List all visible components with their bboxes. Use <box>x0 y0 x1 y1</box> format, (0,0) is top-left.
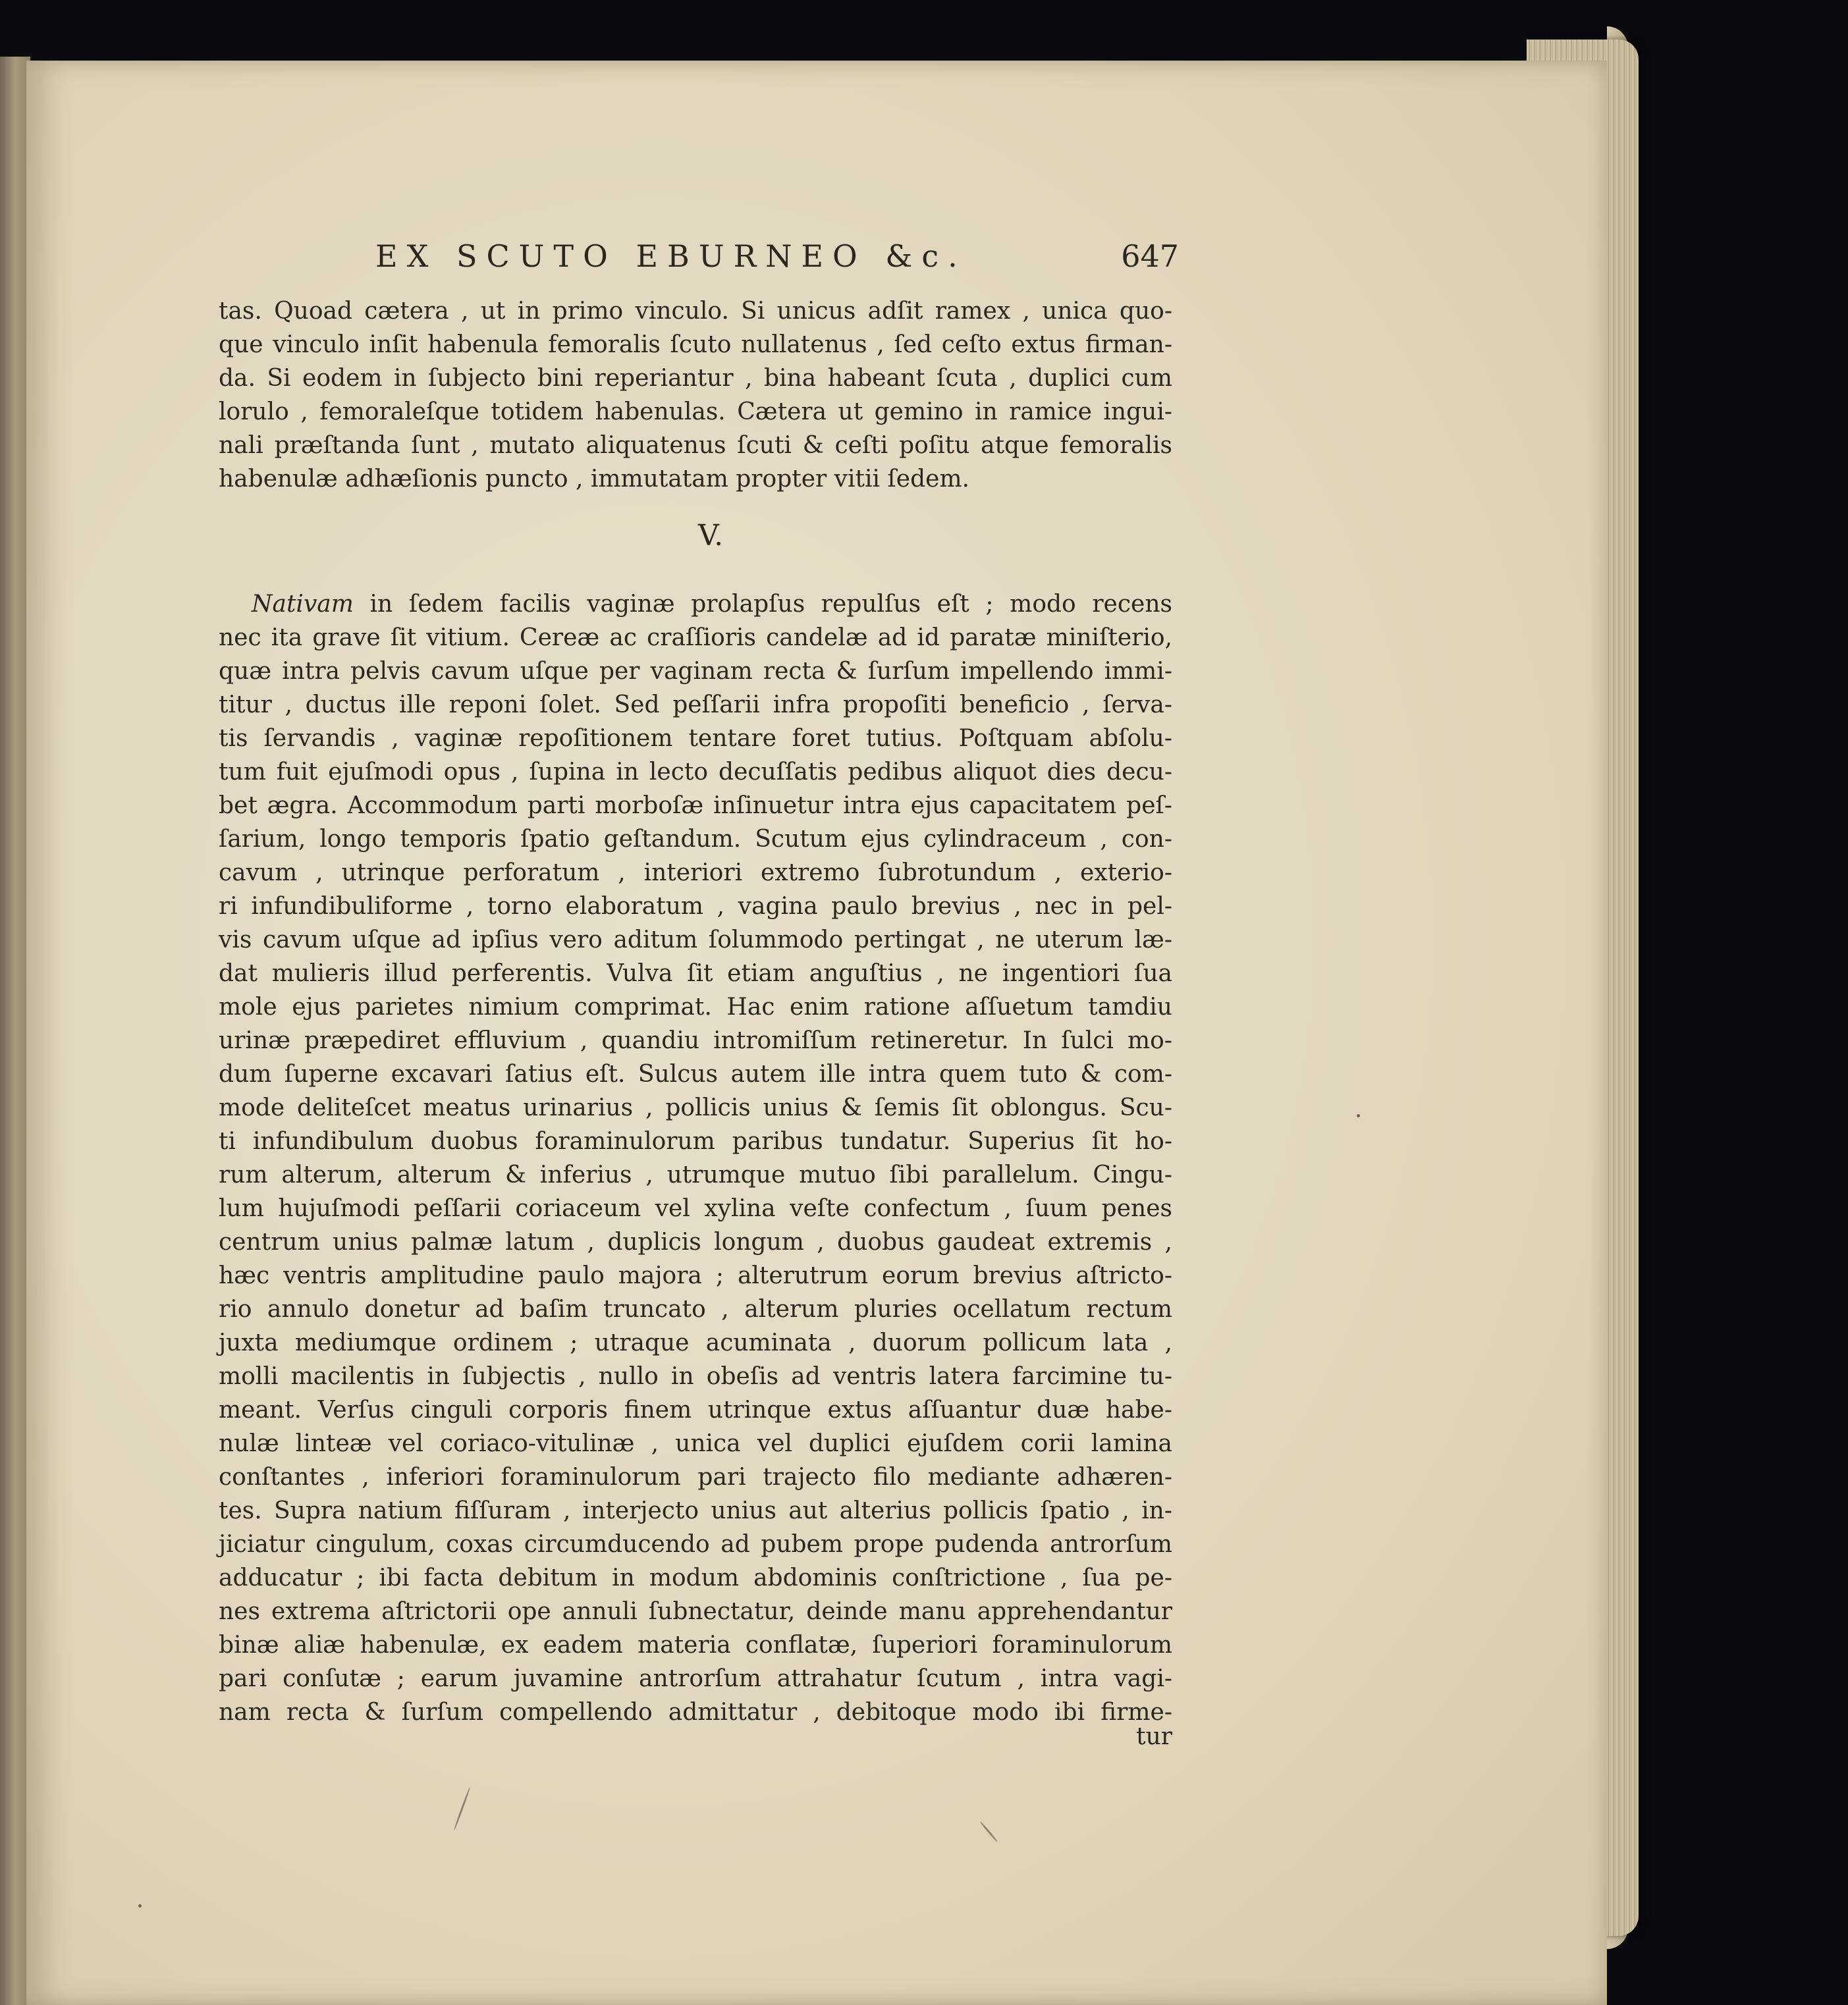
paragraph-2 <box>219 587 1172 1729</box>
text-line: ri infundibuliforme , torno elaboratum , vagina paulo brevius , nec in pel- <box>219 893 1172 920</box>
text-line: mole ejus parietes nimium comprimat. Hac enim ratione aſſuetum tamdiu <box>219 994 1172 1021</box>
text-line: ſarium, longo temporis ſpatio geſtandum. Scutum ejus cylindraceum , con- <box>219 826 1172 853</box>
text-line: nes extrema aſtrictorii ope annuli ſubnectatur, deinde manu apprehendantur <box>219 1598 1172 1625</box>
paper-speck <box>979 1821 998 1843</box>
text-line: rio annulo donetur ad baſim truncato , alterum pluries ocellatum rectum <box>219 1296 1172 1323</box>
text-line: vis cavum uſque ad ipſius vero aditum ſolummodo pertingat , ne uterum læ- <box>219 926 1172 953</box>
text-line: jiciatur cingulum, coxas circumducendo ad pubem prope pudenda antrorſum <box>219 1531 1172 1558</box>
text-line: habenulæ adhæſionis puncto , immutatam propter vitii ſedem. <box>219 466 970 493</box>
text-line: da. Si eodem in ſubjecto bini reperiantur , bina habeant ſcuta , duplici cum <box>219 365 1172 392</box>
text-line: rum alterum, alterum & inferius , utrumque mutuo ſibi parallelum. Cingu- <box>219 1162 1172 1189</box>
text-line: dum ſuperne excavari ſatius eſt. Sulcus autem ille intra quem tuto & com- <box>219 1061 1172 1088</box>
page-number: 647 <box>1121 238 1179 274</box>
text-line: conſtantes , inferiori foraminulorum pari trajecto filo mediante adhæren- <box>219 1464 1172 1491</box>
text-line: quæ intra pelvis cavum uſque per vaginam recta & ſurſum impellendo immi- <box>219 658 1172 685</box>
paper-speck <box>1357 1114 1360 1117</box>
text-line: titur , ductus ille reponi ſolet. Sed peſſarii infra propoſiti beneficio , ſerva- <box>219 691 1172 718</box>
text-line: lum hujuſmodi peſſarii coriaceum vel xylina veſte confectum , ſuum penes <box>219 1195 1172 1222</box>
text-line: meant. Verſus cinguli corporis finem utrinque extus aſſuantur duæ habe- <box>219 1397 1172 1424</box>
paragraph-1 <box>219 294 1172 496</box>
text-line: bet ægra. Accommodum parti morboſæ inſinuetur intra ejus capacitatem peſ- <box>219 792 1172 819</box>
text-line: hæc ventris amplitudine paulo majora ; alterutrum eorum brevius aſtricto- <box>219 1262 1172 1289</box>
text-line: adducatur ; ibi facta debitum in modum abdominis conſtrictione , ſua pe- <box>219 1564 1172 1591</box>
text-line: tas. Quoad cætera , ut in primo vinculo. Si unicus adſit ramex , unica quo- <box>219 298 1172 325</box>
text-line: nali præſtanda ſunt , mutato aliquatenus ſcuti & ceſti poſitu atque femoralis <box>219 432 1172 459</box>
running-head-title: EX SCUTO EBURNEO &c. <box>375 238 967 274</box>
text-line: ti infundibulum duobus foraminulorum paribus tundatur. Superius ſit ho- <box>219 1128 1172 1155</box>
text-line: molli macilentis in ſubjectis , nullo in obeſis ad ventris latera farcimine tu- <box>219 1363 1172 1390</box>
text-line: nec ita grave ſit vitium. Cereæ ac craſſioris candelæ ad id paratæ miniſterio, <box>219 624 1172 651</box>
text-line: cavum , utrinque perforatum , interiori extremo ſubrotundum , exterio- <box>219 859 1172 886</box>
paper-speck <box>453 1787 471 1831</box>
first-line-rest: in ſedem facilis vaginæ prolapſus repulſus eſt ; modo recens <box>369 591 1172 618</box>
paper-speck <box>138 1904 142 1908</box>
running-head <box>375 238 1179 284</box>
catchword: tur <box>1136 1723 1172 1750</box>
text-line: tis ſervandis , vaginæ repoſitionem tentare foret tutius. Poſtquam abſolu- <box>219 725 1172 752</box>
text-line: nulæ linteæ vel coriaco-vitulinæ , unica vel duplici ejuſdem corii lamina <box>219 1430 1172 1457</box>
text-line: urinæ præpediret effluvium , quandiu intromiſſum retineretur. In ſulci mo- <box>219 1027 1172 1054</box>
text-line: mode deliteſcet meatus urinarius , pollicis unius & ſemis ſit oblongus. Scu- <box>219 1094 1172 1121</box>
text-line: lorulo , femoraleſque totidem habenulas. Cætera ut gemino in ramice ingui- <box>219 398 1172 425</box>
book-page <box>26 61 1607 2005</box>
text-line: pari conſutæ ; earum juvamine antrorſum attrahatur ſcutum , intra vagi- <box>219 1665 1172 1692</box>
text-line: binæ aliæ habenulæ, ex eadem materia conflatæ, ſuperiori foraminulorum <box>219 1632 1172 1659</box>
text-line: dat mulieris illud perferentis. Vulva ſit etiam anguſtius , ne ingentiori ſua <box>219 960 1172 987</box>
section-numeral: V. <box>698 519 724 552</box>
text-line: centrum unius palmæ latum , duplicis longum , duobus gaudeat extremis , <box>219 1229 1172 1256</box>
text-line: tes. Supra natium fiſſuram , interjecto unius aut alterius pollicis ſpatio , in- <box>219 1497 1172 1524</box>
text-line: nam recta & ſurſum compellendo admittatur , debitoque modo ibi firme- <box>219 1699 1172 1726</box>
text-line: tum fuit ejuſmodi opus , ſupina in lecto decuſſatis pedibus aliquot dies decu- <box>219 759 1172 786</box>
text-line: juxta mediumque ordinem ; utraque acuminata , duorum pollicum lata , <box>219 1329 1172 1356</box>
italic-lead-word: Nativam <box>252 591 354 618</box>
text-line-first <box>219 587 1172 621</box>
text-line: que vinculo inſit habenula femoralis ſcuto nullatenus , ſed ceſto extus firman- <box>219 331 1172 358</box>
